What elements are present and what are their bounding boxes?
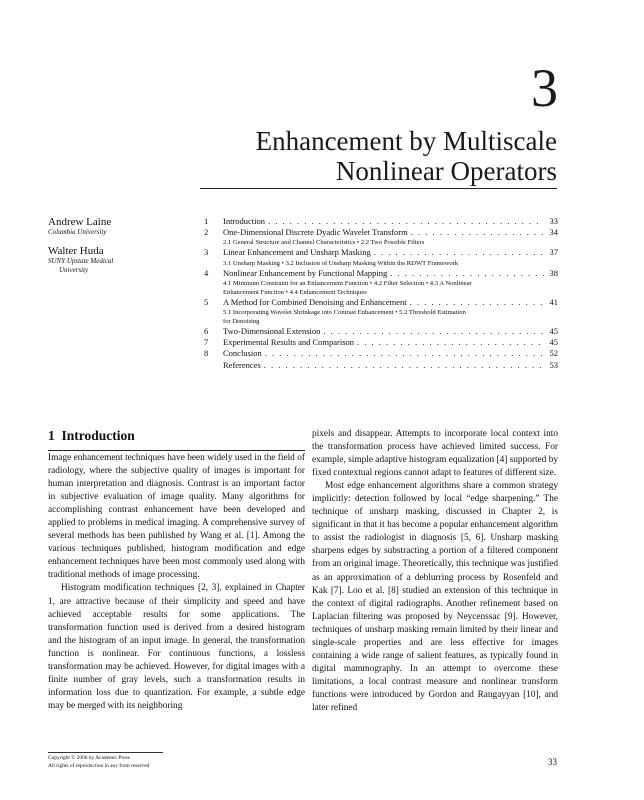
toc-entry[interactable] — [204, 268, 558, 279]
author-affiliation — [48, 257, 198, 275]
authors — [48, 216, 198, 283]
paragraph: Histogram modification techniques [2, 3], explained in Chapter 1, are attractive because of their simplicity and speed and have achieved acceptable results for some applications. The transformation function used is derived from a desired histogram and the histogram of an input image. In general, the transformation function is nonlinear. For continuous functions, a lossless transformation may be achieved. However, for digital images with a finite number of gray levels, such a transformation results in information loss due to quantization. For example, a subtle edge may be merged with its neighboring — [48, 583, 305, 711]
author-affiliation-line: SUNY Upstate Medical — [48, 257, 114, 265]
author-affiliation-line: University — [59, 266, 89, 274]
toc-entry-title: Experimental Results and Comparison — [223, 337, 355, 348]
title-rule — [200, 188, 557, 189]
copyright-line: All rights of reproduction in any form reserved — [48, 762, 150, 769]
toc-leader-dots — [262, 348, 544, 359]
toc-entry-number: 6 — [204, 326, 209, 337]
toc-entry[interactable] — [204, 348, 558, 359]
toc-leader-dots — [265, 216, 544, 227]
toc-entry-page: 41 — [549, 296, 558, 307]
toc-entry-title: Two-Dimensional Extension — [223, 326, 321, 337]
toc-entry-page: 37 — [549, 247, 558, 258]
toc-leader-dots — [320, 326, 544, 337]
toc-entry[interactable] — [204, 227, 558, 238]
toc-subsections: 3.1 Unsharp Masking • 3.2 Inclusion of Unsharp Masking Within the RDWT Framework — [223, 259, 459, 267]
toc-leader-dots — [371, 247, 544, 258]
toc-entry-number: 4 — [204, 267, 209, 278]
body-column-right — [312, 428, 558, 715]
toc-entry-title: A Method for Combined Denoising and Enhancement — [223, 296, 407, 307]
paragraph: Most edge enhancement algorithms share a common strategy implicitly: detection followed by local “edge sharpening.” The technique of unsharp masking, discussed in Chapter 2, is significant in that it has become a popular enhancement algorithm to assist the radiologist in diagnosis [5, 6]. Unsharp masking sharpens edges by substracting a portion of a filtered component from an original image. Theoretically, this technique was justified as an approximation of a deblurring process by Rosenfeld and Kak [7]. Loo et al. [8] studied an extension of this technique in the context of digital radiographs. Another refinement based on Laplacian filtering was proposed by Neycenssac [9]. However, techniques of unsharp masking remain limited by their linear and single-scale properties and are less effective for images containing a wide range of salient features, as typically found in digital mammography. In an attempt to overcome these limitations, a local contrast measure and nonlinear transform functions were introduced by Gordon and Rangayyan [10], and later refined — [312, 481, 558, 713]
toc-entry-title: Conclusion — [223, 348, 262, 359]
section-heading — [48, 428, 135, 444]
toc-entry[interactable] — [204, 247, 558, 258]
table-of-contents — [204, 216, 558, 371]
toc-entry-number — [204, 360, 223, 371]
toc-subsections: 5.1 Incorporating Wavelet Shrinkage into Contrast Enhancement • 5.2 Threshold Estimation — [223, 309, 466, 317]
chapter-number: 3 — [531, 58, 558, 118]
toc-subsections: 2.1 General Structure and Channel Characteristics • 2.2 Two Possible Filters — [223, 239, 425, 247]
toc-entry[interactable] — [204, 360, 558, 371]
body-column-left — [48, 452, 305, 713]
toc-subsections: for Denoising — [223, 318, 260, 326]
toc-entry-page: 45 — [549, 326, 558, 337]
section-heading-rule — [48, 450, 305, 451]
toc-leader-dots — [261, 360, 544, 371]
author-block — [48, 216, 198, 237]
footer-rule — [48, 752, 163, 753]
section-title: Introduction — [61, 428, 135, 443]
toc-entry-number: 7 — [204, 337, 209, 348]
toc-entry-title: One-Dimensional Discrete Dyadic Wavelet Transform — [223, 227, 408, 238]
toc-entry-page: 53 — [549, 359, 558, 370]
toc-entry[interactable] — [204, 297, 558, 308]
toc-entry-page: 45 — [549, 337, 558, 348]
toc-leader-dots — [387, 268, 544, 279]
author-block — [48, 245, 198, 275]
toc-entry-page: 38 — [549, 267, 558, 278]
toc-entry-page: 34 — [549, 227, 558, 238]
paragraph: pixels and disappear. Attempts to incorporate local context into the transformation process have achieved limited success. For example, simple adaptive histogram equalization [4] supported by fixed contextual regions cannot adapt to features of different size. — [312, 429, 558, 479]
author-affiliation: Columbia University — [48, 228, 107, 236]
copyright-line: Copyright © 2000 by Academic Press — [48, 755, 130, 761]
toc-entry-page: 52 — [549, 348, 558, 359]
chapter-title-line1: Enhancement by Multiscale — [255, 126, 557, 156]
toc-leader-dots — [407, 297, 544, 308]
author-name: Walter Huda — [48, 245, 104, 257]
toc-entry-title: Nonlinear Enhancement by Functional Mapping — [223, 267, 388, 278]
toc-entry-page: 33 — [549, 216, 558, 226]
toc-entry[interactable] — [204, 326, 558, 337]
author-name: Andrew Laine — [48, 216, 112, 228]
chapter-title — [256, 126, 557, 186]
toc-entry-title: Linear Enhancement and Unsharp Masking — [223, 247, 371, 258]
toc-subsections: Enhancement Function • 4.4 Enhancement Techniques — [223, 288, 367, 296]
toc-entry-title: Introduction — [223, 216, 266, 226]
toc-entry-number: 1 — [204, 216, 209, 226]
toc-subsections: 4.1 Minimum Constraint for an Enhancement Function • 4.2 Filter Selection • 4.3 A Nonlinear — [223, 279, 472, 287]
toc-entry-title: References — [223, 359, 261, 370]
toc-entry[interactable] — [204, 216, 558, 227]
copyright — [48, 755, 149, 770]
toc-entry-number: 2 — [204, 227, 209, 238]
toc-entry[interactable] — [204, 337, 558, 348]
chapter-title-line2: Nonlinear Operators — [335, 156, 557, 186]
toc-leader-dots — [354, 337, 544, 348]
toc-entry-number: 5 — [204, 296, 209, 307]
toc-leader-dots — [408, 227, 544, 238]
page-number: 33 — [548, 757, 557, 767]
toc-entry-number: 8 — [204, 348, 209, 359]
toc-entry-number: 3 — [204, 247, 209, 258]
section-number: 1 — [48, 428, 55, 443]
paragraph: Image enhancement techniques have been widely used in the field of radiology, where the subjective quality of images is important for human interpretation and diagnosis. Contrast is an important factor in subjective evaluation of image quality. Many algorithms for accomplishing contrast enhancement have been developed and applied to problems in medical imaging. A comprehensive survey of several methods has been published by Wang et al. [1]. Among the various techniques published, histogram modification and edge enhancement techniques have been most commonly used along with traditional methods of image processing. — [48, 453, 305, 581]
